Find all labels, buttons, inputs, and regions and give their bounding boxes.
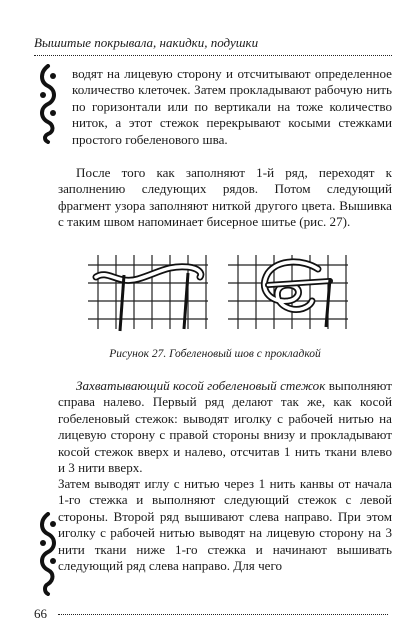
paragraph-3-body: выполняют справа налево. Первый ряд делают так же, как косой гобеленовый стежок: выводят иголку с рабочей нитью на лицевую сторону с правой стороны внизу и прокладывают косой стежок вверх и налево, отсчитав 1 нить ткани влево и 3 нити вверх.: [58, 378, 392, 476]
page-number: 66: [34, 606, 47, 621]
header-dotted-rule: [34, 55, 392, 56]
figure-27-illustration: [88, 255, 348, 340]
figure-caption: Рисунок 27. Гобеленовый шов с прокладкой: [109, 348, 321, 360]
paragraph-3: [58, 378, 392, 476]
footer-dotted-rule: [58, 614, 388, 615]
paragraph-3-italic-term: Захватывающий косой гобеленовый стежок: [76, 378, 326, 393]
paragraph-2: После того как заполняют 1-й ряд, переходят к заполнению следующих рядов. Потом следующий фрагмент узора заполняют ниткой другого цвета. Вышивка с таким швом напоминает бисерное шитье (рис. 27).: [58, 165, 392, 230]
paragraph-4: Затем выводят иглу с нитью через 1 нить канвы от начала 1-го стежка и выполняют следующий стежок с левой стороны. Второй ряд вышивают слева направо. При этом иголку с рабочей нитью выводят на лицевую сторону на 3 нити ткани ниже 1-го стежка и начинают вышивать следующий ряд слева направо. Для чего: [58, 476, 392, 574]
running-header: Вышитые покрывала, накидки, подушки: [34, 35, 259, 50]
flourish-ornament-icon: [36, 512, 60, 596]
flourish-ornament-icon: [36, 64, 60, 144]
paragraph-1: водят на лицевую сторону и отсчитывают определенное количество клеточек. Затем прокладывают рабочую нить по горизонтали или по вертикали на тоже количество ниток, а этот стежок перекрывают косыми стежками простого гобеленового шва.: [72, 66, 392, 147]
